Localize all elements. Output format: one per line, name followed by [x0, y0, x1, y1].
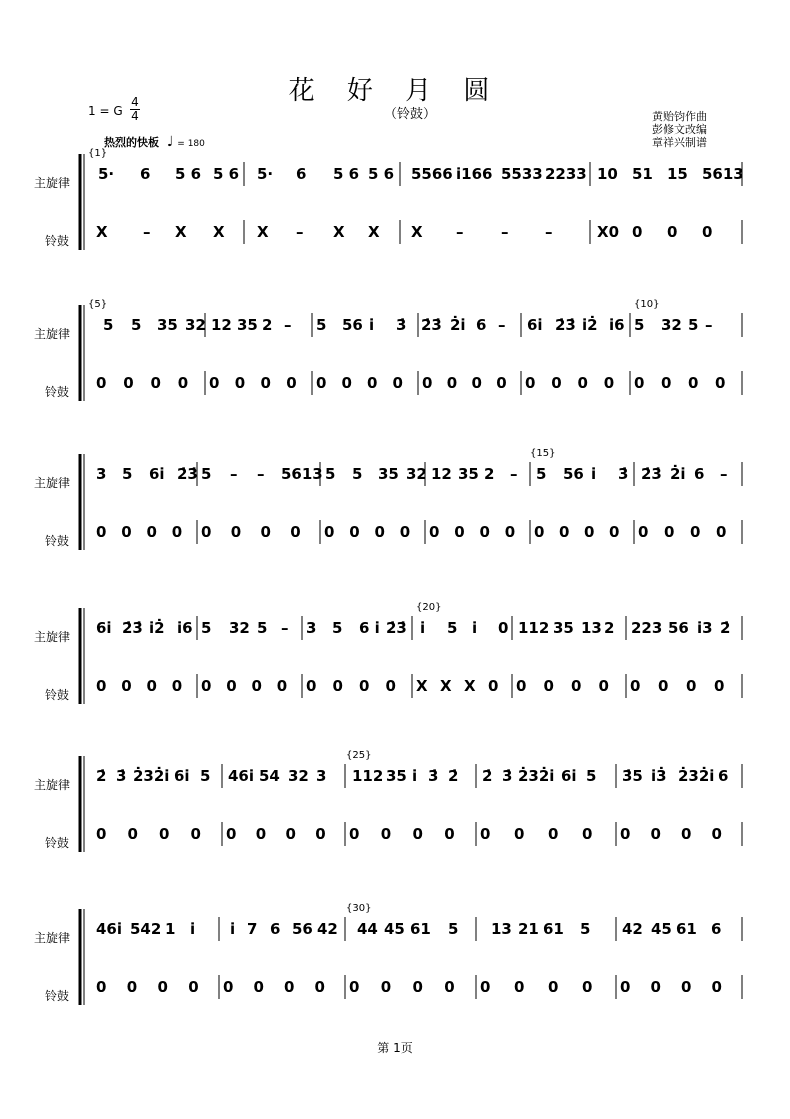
perc-note: 0: [177, 374, 189, 392]
bar-number: {1}: [88, 148, 108, 159]
melody-note: 3: [306, 619, 317, 637]
perc-note: 0: [315, 825, 326, 843]
perc-note: 0: [349, 825, 360, 843]
melody-note: 5613: [702, 165, 744, 183]
melody-note: 7: [247, 920, 258, 938]
melody-note: 32: [288, 767, 309, 785]
perc-note: 0: [226, 677, 237, 695]
perc-note: –: [545, 223, 553, 241]
perc-note: 0: [159, 825, 170, 843]
melody-note: 15: [667, 165, 688, 183]
melody-note: 2: [484, 465, 495, 483]
part-label-perc: 铃鼓: [45, 989, 70, 1003]
melody-note: 5: [200, 767, 211, 785]
melody-note: 2̇3̇: [386, 619, 407, 637]
perc-note: 0: [367, 374, 378, 392]
perc-note: 0: [514, 825, 525, 843]
perc-note: 0: [525, 374, 536, 392]
perc-note: X: [368, 223, 380, 241]
perc-note: 0: [632, 223, 643, 241]
melody-note: 2̇: [448, 767, 459, 785]
perc-note: 0: [234, 374, 246, 392]
tempo-marking: [104, 134, 205, 150]
melody-note: –: [705, 316, 713, 334]
perc-note: 0: [543, 677, 554, 695]
melody-note: 2̇: [482, 767, 493, 785]
perc-note: 0: [548, 978, 559, 996]
melody-note: 2: [262, 316, 273, 334]
perc-note: 0: [582, 825, 593, 843]
melody-note: 2̇: [720, 619, 731, 637]
perc-note: 0: [446, 374, 458, 392]
perc-note: 0: [230, 523, 242, 541]
perc-note: –: [501, 223, 509, 241]
perc-note: 0: [620, 978, 631, 996]
melody-note: 32: [406, 465, 427, 483]
melody-note: 61: [410, 920, 431, 938]
melody-note: 56: [668, 619, 689, 637]
melody-note: –: [281, 619, 289, 637]
melody-note: 3̇: [396, 316, 407, 334]
time-sig-top: 4: [131, 95, 139, 109]
perc-note: 0: [226, 825, 237, 843]
melody-note: i̇: [412, 767, 418, 785]
melody-note: 2̇: [96, 767, 107, 785]
part-label-perc: 铃鼓: [45, 534, 70, 548]
part-label-melody: 主旋律: [34, 931, 71, 945]
perc-note: 0: [349, 978, 360, 996]
perc-note: 0: [223, 978, 234, 996]
melody-note: 32: [185, 316, 206, 334]
perc-note: –: [296, 223, 304, 241]
perc-note: 0: [157, 978, 168, 996]
perc-note: 0: [316, 374, 327, 392]
part-label-melody: 主旋律: [34, 327, 71, 341]
melody-note: i̇6: [177, 619, 193, 637]
perc-note: 0: [255, 825, 267, 843]
perc-note: 0: [664, 523, 675, 541]
melody-note: 35: [157, 316, 178, 334]
melody-note: 3: [316, 767, 327, 785]
melody-note: –: [510, 465, 518, 483]
perc-note: 0: [96, 677, 107, 695]
part-label-melody: 主旋律: [34, 176, 71, 190]
bar-number: {30}: [346, 903, 372, 914]
melody-note: 5: [536, 465, 547, 483]
part-label-perc: 铃鼓: [45, 688, 70, 702]
perc-note: 0: [638, 523, 649, 541]
perc-note: 0: [634, 374, 645, 392]
melody-note: 5: [448, 920, 459, 938]
perc-note: 0: [96, 978, 107, 996]
melody-note: 35: [553, 619, 574, 637]
melody-note: 2̇3̇: [421, 316, 442, 334]
perc-note: 0: [650, 825, 661, 843]
perc-note: X: [464, 677, 476, 695]
melody-note: 5 6: [175, 165, 202, 183]
melody-note: i̇: [420, 619, 426, 637]
melody-note: 56: [292, 920, 313, 938]
perc-note: 0: [201, 523, 212, 541]
perc-note: 0: [96, 374, 107, 392]
perc-note: X: [96, 223, 108, 241]
perc-note: 0: [479, 523, 490, 541]
perc-note: 0: [534, 523, 545, 541]
melody-note: 6: [270, 920, 281, 938]
melody-note: 6 i̇: [359, 619, 380, 637]
melody-note: 35: [237, 316, 258, 334]
melody-note: 6: [296, 165, 307, 183]
perc-note: 0: [380, 978, 392, 996]
melody-note: 61: [543, 920, 564, 938]
perc-note: 0: [620, 825, 631, 843]
perc-note: 0: [146, 677, 157, 695]
perc-note: X: [440, 677, 452, 695]
credits: [652, 110, 707, 149]
perc-note: 0: [285, 825, 296, 843]
part-label-melody: 主旋律: [34, 630, 71, 644]
melody-note: 5: [580, 920, 591, 938]
perc-note: 0: [630, 677, 641, 695]
perc-note: 0: [121, 677, 132, 695]
part-label-perc: 铃鼓: [45, 385, 70, 399]
perc-note: 0: [96, 523, 107, 541]
melody-note: 5: [103, 316, 114, 334]
melody-note: 5: [688, 316, 699, 334]
melody-note: 223: [631, 619, 663, 637]
melody-note: i̇6: [609, 316, 625, 334]
melody-note: 2̇32̇i̇: [678, 767, 715, 785]
tempo-text: 热烈的快板: [104, 136, 159, 149]
melody-note: 42: [622, 920, 643, 938]
perc-note: X: [411, 223, 423, 241]
melody-note: 6i̇: [561, 767, 577, 785]
melody-note: 112: [352, 767, 384, 785]
melody-note: 5: [131, 316, 142, 334]
melody-note: 5: [447, 619, 458, 637]
melody-note: 12: [211, 316, 232, 334]
perc-note: 0: [577, 374, 588, 392]
melody-note: 5: [316, 316, 327, 334]
perc-note: 0: [150, 374, 161, 392]
perc-note: 0: [251, 677, 262, 695]
tempo-value: = 180: [177, 139, 205, 149]
perc-note: 0: [681, 978, 692, 996]
perc-note: 0: [290, 523, 301, 541]
melody-note: 2̇i̇: [450, 316, 466, 334]
perc-note: 0: [188, 978, 199, 996]
perc-note: 0: [454, 523, 465, 541]
melody-note: i̇2̇: [149, 619, 165, 637]
perc-note: 0: [471, 374, 482, 392]
melody-note: 5 6: [213, 165, 240, 183]
melody-note: 6i̇: [527, 316, 543, 334]
melody-note: 2̇i̇: [670, 465, 686, 483]
melody-note: 6i̇: [149, 465, 165, 483]
melody-note: 112: [518, 619, 550, 637]
melody-note: 35: [378, 465, 399, 483]
perc-note: 0: [422, 374, 433, 392]
melody-note: 2̇32̇i̇: [133, 767, 170, 785]
melody-note: 51: [632, 165, 653, 183]
perc-note: 0: [392, 374, 403, 392]
melody-note: 5·: [257, 165, 274, 183]
perc-note: 0: [686, 677, 697, 695]
perc-note: 0: [551, 374, 562, 392]
perc-note: 0: [582, 978, 593, 996]
melody-note: 45: [384, 920, 405, 938]
perc-note: 0: [714, 677, 725, 695]
melody-note: 13: [581, 619, 602, 637]
melody-note: 0: [498, 619, 509, 637]
melody-note: –: [230, 465, 238, 483]
perc-note: 0: [650, 978, 661, 996]
melody-note: i̇: [591, 465, 597, 483]
melody-note: 3̇: [502, 767, 513, 785]
melody-note: 3̇: [116, 767, 127, 785]
perc-note: 0: [96, 825, 107, 843]
melody-note: i̇3̇: [651, 767, 667, 785]
melody-note: 5533: [501, 165, 543, 183]
engraver: 章祥兴制谱: [652, 136, 707, 149]
melody-note: 2233: [545, 165, 587, 183]
perc-note: 0: [190, 825, 201, 843]
melody-note: 3: [96, 465, 107, 483]
bar-number: {25}: [346, 750, 372, 761]
melody-note: 2̇3̇: [641, 465, 662, 483]
melody-note: 2̇3̇: [122, 619, 143, 637]
melody-note: 6: [476, 316, 487, 334]
perc-note: 0: [716, 523, 727, 541]
melody-note: 6: [711, 920, 722, 938]
bar-number: {15}: [530, 448, 556, 459]
perc-note: 0: [598, 677, 609, 695]
bar-number: {20}: [416, 602, 442, 613]
perc-note: 0: [412, 825, 423, 843]
perc-note: 0: [711, 978, 722, 996]
melody-note: 2̇3̇: [555, 316, 576, 334]
perc-note: 0: [690, 523, 701, 541]
time-signature: [130, 96, 140, 123]
melody-note: 35: [386, 767, 407, 785]
perc-note: 0: [514, 978, 525, 996]
melody-note: 542: [130, 920, 162, 938]
perc-note: X: [213, 223, 225, 241]
perc-note: 0: [658, 677, 669, 695]
quarter-note-icon: ♩: [166, 134, 174, 150]
perc-note: 0: [359, 677, 370, 695]
melody-note: 2: [604, 619, 615, 637]
perc-note: 0: [276, 677, 288, 695]
perc-note: 0: [480, 825, 491, 843]
perc-note: 0: [380, 825, 392, 843]
melody-note: 5 6: [368, 165, 395, 183]
perc-note: X: [416, 677, 428, 695]
melody-note: 56: [342, 316, 363, 334]
melody-note: 46i̇: [96, 920, 123, 938]
page-title: 花 好 月 圆: [288, 76, 502, 106]
perc-note: X0: [597, 223, 620, 241]
perc-note: 0: [715, 374, 726, 392]
melody-note: 46i̇: [228, 767, 255, 785]
perc-note: 0: [146, 523, 157, 541]
perc-note: 0: [374, 523, 385, 541]
perc-note: 0: [201, 677, 212, 695]
melody-note: –: [284, 316, 292, 334]
page-number: 第 1页: [377, 1041, 413, 1055]
melody-note: 5613: [281, 465, 323, 483]
melody-note: 13: [491, 920, 512, 938]
melody-note: i̇3: [697, 619, 713, 637]
melody-note: –: [498, 316, 506, 334]
melody-note: i̇: [230, 920, 236, 938]
melody-note: 61: [676, 920, 697, 938]
perc-note: 0: [324, 523, 335, 541]
perc-note: 0: [253, 978, 264, 996]
perc-note: 0: [284, 978, 295, 996]
key-signature: 1 = G: [88, 104, 123, 118]
perc-note: 0: [681, 825, 692, 843]
melody-note: 56: [563, 465, 584, 483]
perc-note: 0: [123, 374, 134, 392]
perc-note: 0: [504, 523, 516, 541]
perc-note: 0: [260, 374, 271, 392]
melody-note: 32: [661, 316, 682, 334]
melody-note: 5: [325, 465, 336, 483]
perc-note: X: [257, 223, 269, 241]
perc-note: 0: [341, 374, 352, 392]
melody-note: 54: [259, 767, 280, 785]
perc-note: 0: [548, 825, 559, 843]
perc-note: –: [143, 223, 151, 241]
melody-note: 42: [317, 920, 338, 938]
melody-note: 12: [431, 465, 452, 483]
melody-note: 3̇: [428, 767, 439, 785]
melody-note: 5: [122, 465, 133, 483]
melody-note: 6: [140, 165, 151, 183]
perc-note: 0: [444, 978, 455, 996]
melody-note: –: [257, 465, 265, 483]
melody-note: 2̇3̇: [177, 465, 198, 483]
melody-note: 5: [634, 316, 645, 334]
perc-note: X: [175, 223, 187, 241]
part-label-melody: 主旋律: [34, 778, 71, 792]
part-label-perc: 铃鼓: [45, 234, 70, 248]
melody-note: –: [720, 465, 728, 483]
perc-note: 0: [429, 523, 440, 541]
perc-note: 0: [571, 677, 582, 695]
perc-note: 0: [171, 523, 183, 541]
perc-note: 0: [260, 523, 271, 541]
perc-note: 0: [609, 523, 620, 541]
perc-note: 0: [286, 374, 297, 392]
perc-note: 0: [667, 223, 678, 241]
perc-note: 0: [480, 978, 491, 996]
melody-note: 5·: [98, 165, 115, 183]
melody-note: 3̇5: [622, 767, 643, 785]
melody-note: 45: [651, 920, 672, 938]
melody-note: 5 6: [333, 165, 360, 183]
melody-note: 6i̇: [174, 767, 190, 785]
melody-note: 1: [165, 920, 176, 938]
melody-note: 5566: [411, 165, 453, 183]
time-sig-bottom: 4: [131, 109, 139, 123]
melody-note: 3̇: [618, 465, 629, 483]
perc-note: 0: [702, 223, 713, 241]
melody-note: 44: [357, 920, 378, 938]
perc-note: 0: [711, 825, 722, 843]
perc-note: 0: [559, 523, 570, 541]
perc-note: 0: [496, 374, 507, 392]
melody-note: 35: [458, 465, 479, 483]
bar-number: {10}: [634, 299, 660, 310]
perc-note: 0: [584, 523, 595, 541]
part-label-melody: 主旋律: [34, 476, 71, 490]
perc-note: 0: [126, 978, 138, 996]
perc-note: 0: [127, 825, 138, 843]
composer: 黄贻钧作曲: [652, 110, 707, 123]
melody-note: 5: [201, 619, 212, 637]
melody-note: 2̇32̇i̇: [518, 767, 555, 785]
perc-note: 0: [488, 677, 499, 695]
perc-note: 0: [314, 978, 325, 996]
melody-note: i̇: [369, 316, 375, 334]
melody-note: i̇: [472, 619, 478, 637]
bar-number: {5}: [88, 299, 108, 310]
melody-note: 5: [352, 465, 363, 483]
perc-note: 0: [306, 677, 317, 695]
melody-note: 5: [201, 465, 212, 483]
melody-note: 6: [718, 767, 729, 785]
perc-note: 0: [171, 677, 183, 695]
perc-note: –: [456, 223, 464, 241]
melody-note: 10: [597, 165, 618, 183]
melody-note: 6: [694, 465, 705, 483]
perc-note: 0: [444, 825, 455, 843]
perc-note: X: [333, 223, 345, 241]
perc-note: 0: [412, 978, 423, 996]
melody-note: i̇166: [456, 165, 493, 183]
perc-note: 0: [385, 677, 396, 695]
part-label-perc: 铃鼓: [45, 836, 70, 850]
perc-note: 0: [209, 374, 220, 392]
perc-note: 0: [603, 374, 615, 392]
melody-note: i̇2̇: [582, 316, 598, 334]
perc-note: 0: [121, 523, 132, 541]
perc-note: 0: [399, 523, 411, 541]
melody-note: 5: [257, 619, 268, 637]
melody-note: 6i̇: [96, 619, 112, 637]
melody-note: 5: [332, 619, 343, 637]
melody-note: 21: [518, 920, 539, 938]
arranger: 彭修文改编: [652, 123, 707, 136]
melody-note: 5: [586, 767, 597, 785]
subtitle: （铃鼓）: [383, 107, 436, 122]
perc-note: 0: [332, 677, 343, 695]
melody-note: i̇: [190, 920, 196, 938]
perc-note: 0: [661, 374, 672, 392]
perc-note: 0: [688, 374, 699, 392]
melody-note: 32: [229, 619, 250, 637]
perc-note: 0: [349, 523, 360, 541]
perc-note: 0: [516, 677, 527, 695]
